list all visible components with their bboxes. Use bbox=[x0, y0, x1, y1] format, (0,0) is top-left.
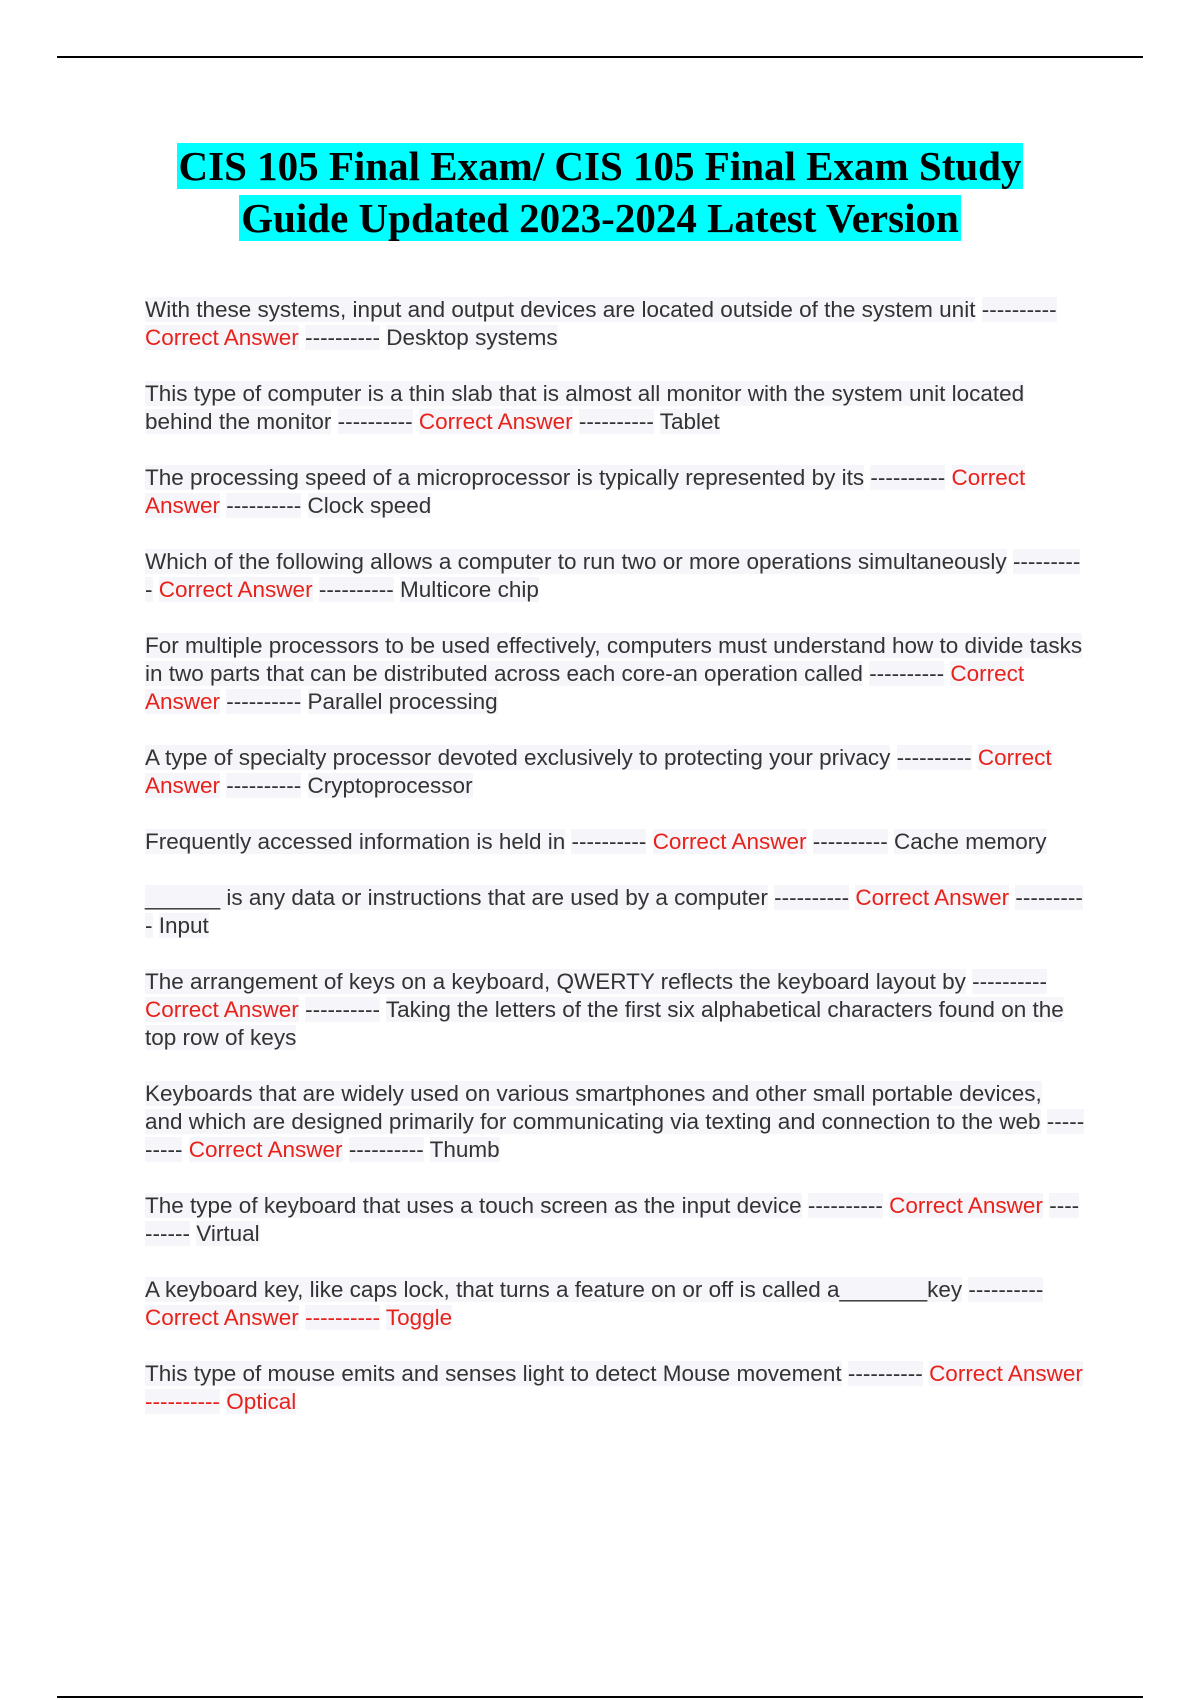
qa-item bbox=[145, 968, 1085, 1052]
answer-text: Desktop systems bbox=[386, 325, 558, 350]
title-line-2: Guide Updated 2023-2024 Latest Version bbox=[241, 195, 959, 241]
answer-text: Cryptoprocessor bbox=[307, 773, 473, 798]
separator: ---------- bbox=[869, 661, 945, 686]
correct-answer-label: Correct Answer bbox=[145, 465, 1026, 518]
question-text: A type of specialty processor devoted exclusively to protecting your privacy bbox=[145, 745, 891, 770]
correct-answer-label: Correct Answer bbox=[188, 1137, 343, 1162]
question-text: For multiple processors to be used effectively, computers must understand how to divide tasks in two parts that can be distributed across each core-an operation called bbox=[145, 633, 1083, 686]
separator: ---------- bbox=[896, 745, 972, 770]
correct-answer-label: Correct Answer bbox=[145, 1305, 299, 1330]
separator: ---------- bbox=[145, 1109, 1085, 1162]
qa-item bbox=[145, 744, 1085, 800]
separator: ---------- bbox=[571, 829, 647, 854]
answer-text: Clock speed bbox=[307, 493, 432, 518]
separator: ---------- bbox=[305, 997, 381, 1022]
answer-text: Thumb bbox=[429, 1137, 500, 1162]
separator: ---------- bbox=[305, 1305, 381, 1330]
question-text: This type of computer is a thin slab that is almost all monitor with the system unit located behind the monitor bbox=[145, 381, 1025, 434]
question-text: The type of keyboard that uses a touch screen as the input device bbox=[145, 1193, 802, 1218]
answer-text: Toggle bbox=[385, 1305, 453, 1330]
correct-answer-label: Correct Answer bbox=[145, 325, 299, 350]
qa-item bbox=[145, 464, 1085, 520]
separator: ---------- bbox=[145, 885, 1083, 938]
qa-list bbox=[145, 296, 1085, 1444]
question-text: Frequently accessed information is held in bbox=[145, 829, 566, 854]
separator: ---------- bbox=[226, 773, 302, 798]
separator: ---------- bbox=[145, 1389, 220, 1414]
question-text: The arrangement of keys on a keyboard, QWERTY reflects the keyboard layout by bbox=[145, 969, 966, 994]
answer-text: Parallel processing bbox=[307, 689, 498, 714]
separator: ---------- bbox=[145, 1193, 1080, 1246]
correct-answer-label: Correct Answer bbox=[418, 409, 573, 434]
separator: ---------- bbox=[968, 1277, 1044, 1302]
question-text: With these systems, input and output devices are located outside of the system unit bbox=[145, 297, 976, 322]
answer-text: Multicore chip bbox=[400, 577, 539, 602]
question-text: ______ is any data or instructions that are used by a computer bbox=[145, 885, 768, 910]
question-text: Keyboards that are widely used on various smartphones and other small portable devices, and which are designed primarily for communicating via texting and connection to the web bbox=[145, 1081, 1042, 1134]
question-text: Which of the following allows a computer to run two or more operations simultaneously bbox=[145, 549, 1007, 574]
separator: ---------- bbox=[145, 549, 1081, 602]
correct-answer-label: Correct Answer bbox=[855, 885, 1010, 910]
answer-text: Input bbox=[158, 913, 209, 938]
separator: ---------- bbox=[318, 577, 394, 602]
separator: ---------- bbox=[972, 969, 1048, 994]
correct-answer-label: Correct Answer bbox=[652, 829, 807, 854]
qa-item bbox=[145, 828, 1085, 856]
qa-item bbox=[145, 1360, 1085, 1416]
separator: ---------- bbox=[981, 297, 1057, 322]
separator: ---------- bbox=[807, 1193, 883, 1218]
correct-answer-label: Correct Answer bbox=[158, 577, 313, 602]
question-text: The processing speed of a microprocessor is typically represented by its bbox=[145, 465, 865, 490]
separator: ---------- bbox=[305, 325, 381, 350]
answer-text: Tablet bbox=[659, 409, 720, 434]
bottom-rule bbox=[57, 1696, 1143, 1698]
qa-item bbox=[145, 632, 1085, 716]
separator: ---------- bbox=[226, 689, 302, 714]
separator: ---------- bbox=[870, 465, 946, 490]
separator: ---------- bbox=[578, 409, 654, 434]
title-line-1: CIS 105 Final Exam/ CIS 105 Final Exam Study bbox=[178, 143, 1022, 189]
question-text: This type of mouse emits and senses light to detect Mouse movement bbox=[145, 1361, 842, 1386]
correct-answer-label: Correct Answer bbox=[929, 1361, 1083, 1386]
separator: ---------- bbox=[348, 1137, 424, 1162]
qa-item bbox=[145, 1276, 1085, 1332]
document-title bbox=[0, 140, 1200, 244]
top-rule bbox=[57, 56, 1143, 58]
qa-item bbox=[145, 380, 1085, 436]
answer-text: Taking the letters of the first six alphabetical characters found on the top row of keys bbox=[145, 997, 1064, 1050]
separator: ---------- bbox=[774, 885, 850, 910]
correct-answer-label: Correct Answer bbox=[145, 745, 1052, 798]
answer-text: Virtual bbox=[196, 1221, 260, 1246]
correct-answer-label: Correct Answer bbox=[145, 997, 299, 1022]
qa-item bbox=[145, 296, 1085, 352]
separator: ---------- bbox=[847, 1361, 923, 1386]
qa-item bbox=[145, 884, 1085, 940]
qa-item bbox=[145, 548, 1085, 604]
separator: ---------- bbox=[337, 409, 413, 434]
qa-item bbox=[145, 1192, 1085, 1248]
question-text: A keyboard key, like caps lock, that turns a feature on or off is called a_______key bbox=[145, 1277, 963, 1302]
correct-answer-label: Correct Answer bbox=[145, 661, 1025, 714]
answer-text: Cache memory bbox=[893, 829, 1047, 854]
answer-text: Optical bbox=[226, 1389, 297, 1414]
separator: ---------- bbox=[812, 829, 888, 854]
correct-answer-label: Correct Answer bbox=[889, 1193, 1043, 1218]
qa-item bbox=[145, 1080, 1085, 1164]
separator: ---------- bbox=[226, 493, 302, 518]
